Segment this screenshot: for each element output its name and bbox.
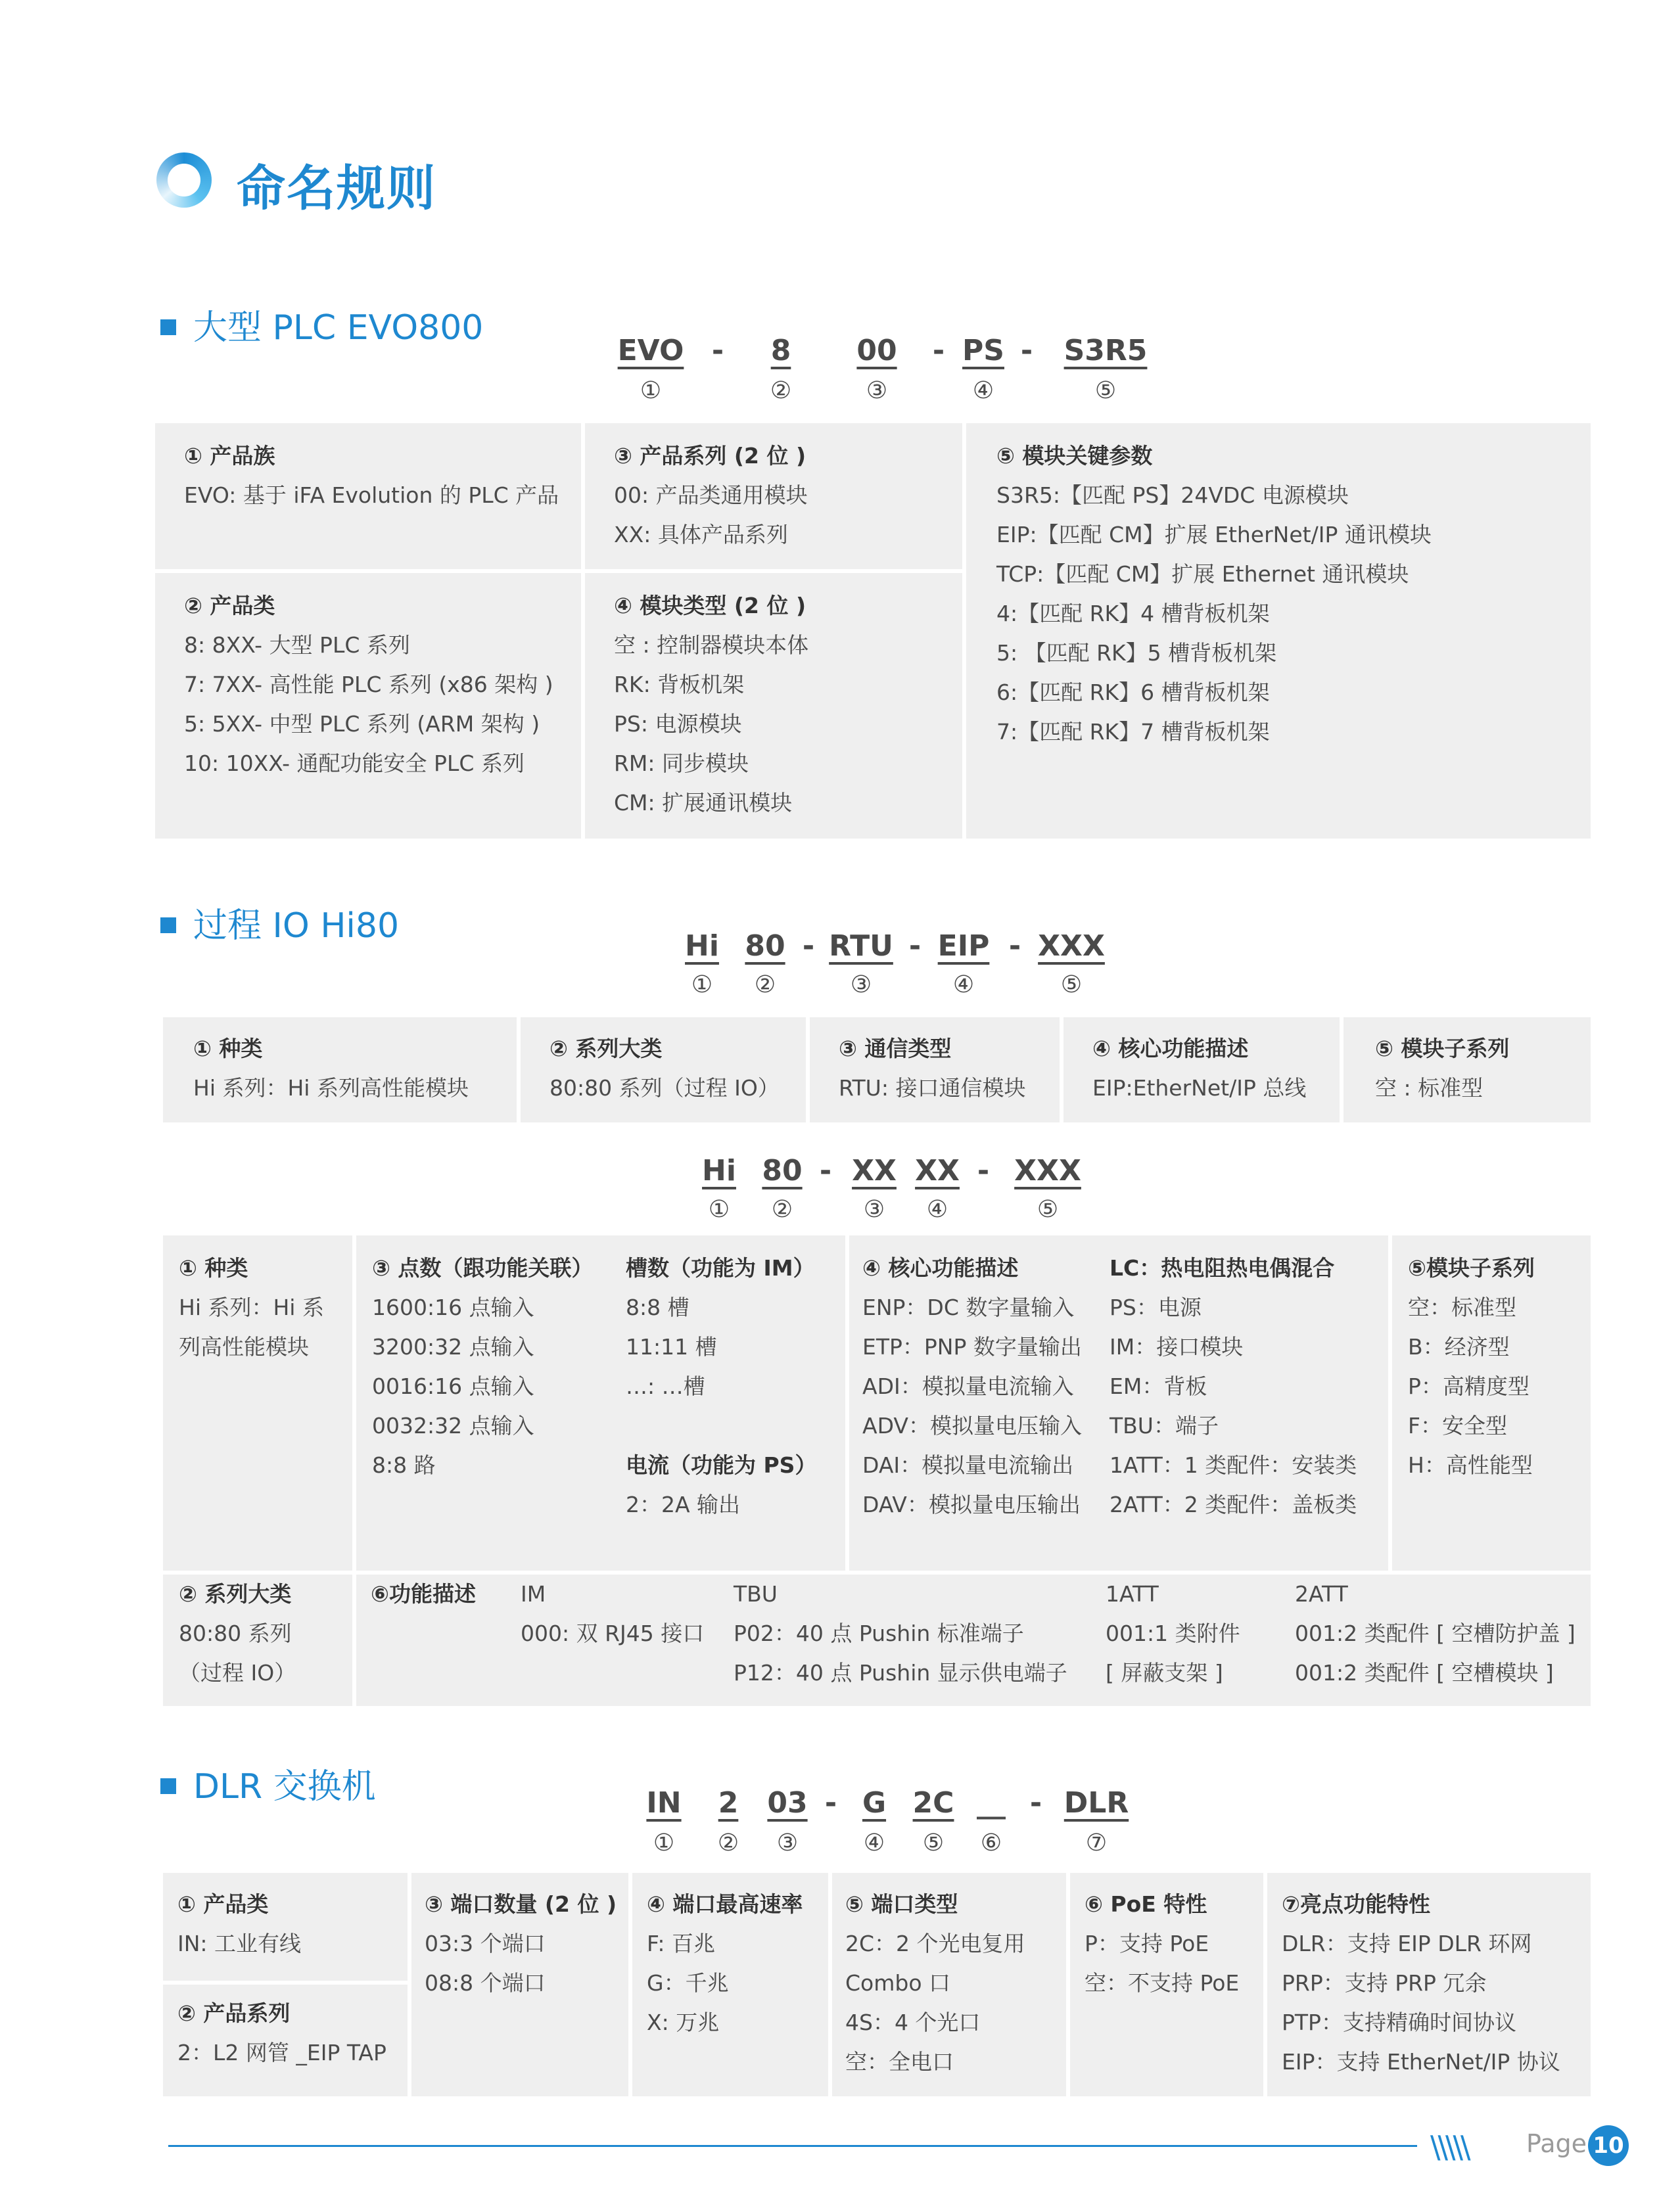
cell-line: P：支持 PoE <box>1085 1931 1209 1956</box>
cell-line: 2：L2 网管 _EIP TAP <box>177 2040 386 2065</box>
cell-title: ⑤ 端口类型 <box>845 1891 958 1917</box>
code-dash: - <box>802 929 815 963</box>
cell-subtitle: IM <box>521 1581 546 1607</box>
cell-line: 80:80 系列 <box>179 1621 292 1646</box>
cell-line: 5: 5XX- 中型 PLC 系列 (ARM 架构 ) <box>184 711 540 737</box>
cell-line: ADI：模拟量电流输入 <box>862 1373 1074 1399</box>
dlr-cell-port-speed <box>632 1873 828 2096</box>
cell-line: Hi 系列：Hi 系 <box>179 1295 324 1320</box>
code-part-4: XX <box>915 1154 960 1187</box>
cell-line: DAI：模拟量电流输出 <box>862 1452 1074 1478</box>
code-part-5: S3R5 <box>1063 334 1148 367</box>
cell-title: ③ 通信类型 <box>839 1036 952 1061</box>
square-bullet-icon <box>160 319 176 335</box>
code-part-5: 2C <box>912 1786 954 1820</box>
code-index: ⑤ <box>922 1830 945 1856</box>
footer-slashes-decoration: \\\\\ <box>1430 2129 1468 2165</box>
cell-line: 7: 7XX- 高性能 PLC 系列 (x86 架构 ) <box>184 672 553 697</box>
code-part-2: 80 <box>762 1154 803 1187</box>
code-index: ⑥ <box>980 1830 1002 1856</box>
cell-title: ④ 端口最高速率 <box>647 1891 803 1917</box>
cell-line: 001:1 类附件 <box>1106 1621 1240 1646</box>
cell-line: 1600:16 点输入 <box>372 1295 534 1320</box>
cell-line: EIP:EtherNet/IP 总线 <box>1092 1075 1307 1101</box>
cell-title: ④ 核心功能描述 <box>862 1255 1019 1281</box>
cell-title: ② 产品系列 <box>177 2000 291 2026</box>
cell-line: 空：不支持 PoE <box>1085 1970 1240 1996</box>
cell-title: ⑥ PoE 特性 <box>1085 1891 1207 1917</box>
hi80-grid-subseries <box>1392 1235 1591 1571</box>
evo-cell-module-type <box>585 573 962 839</box>
code-index: ② <box>717 1830 739 1856</box>
cell-line: TCP:【匹配 CM】扩展 Ethernet 通讯模块 <box>996 561 1409 587</box>
cell-title: ③ 产品系列 (2 位 ) <box>614 443 806 469</box>
code-index: ③ <box>776 1830 799 1856</box>
cell-line: 空 : 标准型 <box>1375 1075 1484 1101</box>
cell-line: 001:2 类配件 [ 空槽模块 ] <box>1295 1660 1554 1686</box>
code-part-3: 00 <box>856 334 897 367</box>
cell-line: DLR：支持 EIP DLR 环网 <box>1282 1931 1532 1956</box>
cell-line: 空：标准型 <box>1408 1295 1516 1320</box>
code-index: ③ <box>866 377 888 404</box>
hi80-grid-core-func <box>849 1235 1388 1571</box>
code-part-4: PS <box>962 334 1004 367</box>
code-part-2: 80 <box>745 929 785 963</box>
cell-line: 00: 产品类通用模块 <box>614 482 808 508</box>
code-dash: - <box>977 1154 990 1187</box>
cell-line: ADV：模拟量电压输入 <box>862 1413 1082 1439</box>
cell-line: PS: 电源模块 <box>614 711 742 737</box>
cell-line: P12：40 点 Pushin 显示供电端子 <box>734 1660 1067 1686</box>
code-index: ④ <box>952 971 975 998</box>
cell-line: TBU：端子 <box>1110 1413 1219 1439</box>
cell-line: CM: 扩展通讯模块 <box>614 790 793 816</box>
dlr-cell-product-series <box>163 1985 408 2096</box>
hi80-grid-kind <box>163 1235 352 1571</box>
evo-cell-key-params <box>966 423 1591 839</box>
code-part-2: 2 <box>718 1786 739 1820</box>
code-index: ④ <box>926 1196 948 1223</box>
code-index: ④ <box>972 377 994 404</box>
code-dash: - <box>1029 1786 1042 1820</box>
section-header-dlr <box>160 1759 376 1808</box>
cell-line: （过程 IO） <box>179 1660 296 1686</box>
cell-line: S3R5:【匹配 PS】24VDC 电源模块 <box>996 482 1349 508</box>
page-number-badge: 10 <box>1588 2125 1629 2166</box>
code-part-4: G <box>862 1786 887 1820</box>
cell-line: H：高性能型 <box>1408 1452 1533 1478</box>
cell-title: ① 种类 <box>179 1255 248 1281</box>
cell-line: X: 万兆 <box>647 2010 720 2035</box>
page-label: Page <box>1526 2129 1587 2158</box>
section-title: DLR 交换机 <box>193 1767 376 1807</box>
code-index: ① <box>691 971 713 998</box>
dlr-cell-product-class <box>163 1873 408 1981</box>
cell-line: 10: 10XX- 通配功能安全 PLC 系列 <box>184 750 525 776</box>
dlr-cell-port-type <box>832 1873 1066 2096</box>
cell-line: 000: 双 RJ45 接口 <box>521 1621 705 1646</box>
cell-line: EIP：支持 EtherNet/IP 协议 <box>1282 2049 1560 2075</box>
code-part-3: XX <box>852 1154 897 1187</box>
code-index: ① <box>640 377 662 404</box>
cell-subtitle: TBU <box>734 1581 778 1607</box>
cell-line: EM：背板 <box>1110 1373 1207 1399</box>
code-part-6: __ <box>977 1786 1006 1820</box>
code-index: ③ <box>850 971 872 998</box>
code-part-1: EVO <box>617 334 684 367</box>
cell-line: B：经济型 <box>1408 1334 1510 1360</box>
code-index: ① <box>708 1196 730 1223</box>
cell-title: ② 系列大类 <box>179 1581 292 1607</box>
cell-line: 列高性能模块 <box>179 1334 309 1360</box>
cell-line: 4:【匹配 RK】4 槽背板机架 <box>996 601 1270 626</box>
hi80-cell-kind <box>163 1017 517 1122</box>
cell-title: ⑥功能描述 <box>371 1581 476 1607</box>
cell-line: Hi 系列：Hi 系列高性能模块 <box>193 1075 469 1101</box>
cell-line: 0032:32 点输入 <box>372 1413 534 1439</box>
cell-line: DAV：模拟量电压输出 <box>862 1492 1081 1517</box>
cell-title: ⑦亮点功能特性 <box>1282 1891 1430 1917</box>
code-dash: - <box>824 1786 837 1820</box>
code-dash: - <box>1020 334 1033 367</box>
cell-line: 03:3 个端口 <box>425 1931 546 1956</box>
cell-line: EVO: 基于 iFA Evolution 的 PLC 产品 <box>184 482 559 508</box>
code-part-5: XXX <box>1014 1154 1081 1187</box>
code-part-7: DLR <box>1063 1786 1129 1820</box>
evo-cell-class <box>155 573 581 839</box>
code-index: ④ <box>863 1830 885 1856</box>
cell-line: RK: 背板机架 <box>614 672 745 697</box>
cell-line: F: 百兆 <box>647 1931 716 1956</box>
cell-line: 001:2 类配件 [ 空槽防护盖 ] <box>1295 1621 1576 1646</box>
cell-line: 5: 【匹配 RK】5 槽背板机架 <box>996 640 1277 666</box>
footer-divider <box>168 2145 1417 2147</box>
code-index: ⑤ <box>1060 971 1083 998</box>
cell-subtitle: 1ATT <box>1106 1581 1159 1607</box>
cell-line: P：高精度型 <box>1408 1373 1530 1399</box>
cell-title: ⑤ 模块关键参数 <box>996 443 1153 469</box>
hi80-cell-core-func <box>1063 1017 1340 1122</box>
dlr-cell-port-count <box>411 1873 628 2096</box>
code-index: ② <box>771 1196 793 1223</box>
cell-title: ② 系列大类 <box>549 1036 663 1061</box>
title-ring-icon <box>156 152 212 208</box>
dlr-cell-highlights <box>1267 1873 1591 2096</box>
cell-line: 2C：2 个光电复用 <box>845 1931 1025 1956</box>
cell-line: 3200:32 点输入 <box>372 1334 534 1360</box>
hi80-cell-comm-type <box>810 1017 1060 1122</box>
cell-line: 8: 8XX- 大型 PLC 系列 <box>184 632 410 658</box>
cell-line: 0016:16 点输入 <box>372 1373 534 1399</box>
cell-line: F：安全型 <box>1408 1413 1507 1439</box>
cell-line: PTP：支持精确时间协议 <box>1282 2010 1516 2035</box>
cell-title: ③ 点数（跟功能关联） <box>372 1255 594 1281</box>
code-dash: - <box>1008 929 1021 963</box>
code-index: ⑤ <box>1037 1196 1059 1223</box>
hi80-grid-points <box>356 1235 845 1571</box>
cell-title: 槽数（功能为 IM） <box>626 1255 815 1281</box>
cell-title: ① 种类 <box>193 1036 263 1061</box>
cell-line: IN: 工业有线 <box>177 1931 302 1956</box>
cell-line: XX: 具体产品系列 <box>614 522 788 547</box>
cell-subtitle: 2ATT <box>1295 1581 1348 1607</box>
cell-title: ⑤ 模块子系列 <box>1375 1036 1510 1061</box>
cell-line: 1ATT：1 类配件：安装类 <box>1110 1452 1357 1478</box>
code-index: ② <box>770 377 792 404</box>
code-part-4: EIP <box>937 929 990 963</box>
cell-line: Combo 口 <box>845 1970 951 1996</box>
hi80-grid-func-desc <box>356 1575 1591 1706</box>
cell-line: ENP：DC 数字量输入 <box>862 1295 1075 1320</box>
cell-title: ⑤模块子系列 <box>1408 1255 1535 1281</box>
square-bullet-icon <box>160 1778 176 1794</box>
evo-cell-family <box>155 423 581 569</box>
hi80-cell-series-class <box>521 1017 806 1122</box>
cell-line: 80:80 系列（过程 IO） <box>549 1075 780 1101</box>
cell-line: PS：电源 <box>1110 1295 1202 1320</box>
code-dash: - <box>711 334 724 367</box>
code-dash: - <box>908 929 922 963</box>
cell-title: ② 产品类 <box>184 593 275 618</box>
code-index: ⑤ <box>1094 377 1117 404</box>
cell-line: RTU: 接口通信模块 <box>839 1075 1026 1101</box>
cell-line: G：千兆 <box>647 1970 729 1996</box>
code-part-2: 8 <box>770 334 791 367</box>
code-index: ⑦ <box>1085 1830 1108 1856</box>
cell-line: EIP:【匹配 CM】扩展 EtherNet/IP 通讯模块 <box>996 522 1432 547</box>
cell-title: 电流（功能为 PS） <box>626 1452 817 1478</box>
cell-line: 空 : 控制器模块本体 <box>614 632 809 658</box>
code-part-1: IN <box>646 1786 682 1820</box>
cell-line: 7:【匹配 RK】7 槽背板机架 <box>996 719 1270 745</box>
code-part-1: Hi <box>685 929 719 963</box>
code-dash: - <box>819 1154 832 1187</box>
cell-title: ③ 端口数量 (2 位 ) <box>425 1891 617 1917</box>
code-index: ① <box>653 1830 675 1856</box>
cell-line: 6:【匹配 RK】6 槽背板机架 <box>996 680 1270 705</box>
cell-line: 8:8 路 <box>372 1452 436 1478</box>
cell-line: 2ATT：2 类配件：盖板类 <box>1110 1492 1357 1517</box>
evo-cell-series <box>585 423 962 569</box>
cell-line: [ 屏蔽支架 ] <box>1106 1660 1223 1686</box>
cell-line: 8:8 槽 <box>626 1295 689 1320</box>
cell-line: 08:8 个端口 <box>425 1970 546 1996</box>
section-title: 大型 PLC EVO800 <box>193 308 484 348</box>
cell-line: ETP：PNP 数字量输出 <box>862 1334 1082 1360</box>
code-part-1: Hi <box>702 1154 736 1187</box>
dlr-cell-poe <box>1070 1873 1263 2096</box>
cell-line: RM: 同步模块 <box>614 750 749 776</box>
cell-line: IM：接口模块 <box>1110 1334 1244 1360</box>
code-part-5: XXX <box>1038 929 1105 963</box>
code-index: ③ <box>863 1196 885 1223</box>
code-part-3: 03 <box>767 1786 808 1820</box>
code-part-3: RTU <box>829 929 893 963</box>
cell-title: ④ 核心功能描述 <box>1092 1036 1249 1061</box>
hi80-grid-series-class <box>163 1575 352 1706</box>
cell-title: ① 产品族 <box>184 443 275 469</box>
cell-title: LC：热电阻热电偶混合 <box>1110 1255 1335 1281</box>
cell-line: 4S：4 个光口 <box>845 2010 981 2035</box>
cell-line: PRP：支持 PRP 冗余 <box>1282 1970 1487 1996</box>
section-title: 过程 IO Hi80 <box>193 906 400 946</box>
cell-line: 空：全电口 <box>845 2049 954 2075</box>
square-bullet-icon <box>160 917 176 933</box>
section-header-evo <box>160 300 483 349</box>
section-header-hi80 <box>160 898 399 947</box>
cell-line: 11:11 槽 <box>626 1334 717 1360</box>
cell-title: ① 产品类 <box>177 1891 269 1917</box>
cell-line: …: …槽 <box>626 1373 705 1399</box>
cell-title: ④ 模块类型 (2 位 ) <box>614 593 806 618</box>
page-title: 命名规则 <box>237 160 436 217</box>
cell-line: 2：2A 输出 <box>626 1492 741 1517</box>
hi80-cell-subseries <box>1344 1017 1591 1122</box>
code-dash: - <box>932 334 945 367</box>
code-index: ② <box>754 971 776 998</box>
cell-line: P02：40 点 Pushin 标准端子 <box>734 1621 1024 1646</box>
